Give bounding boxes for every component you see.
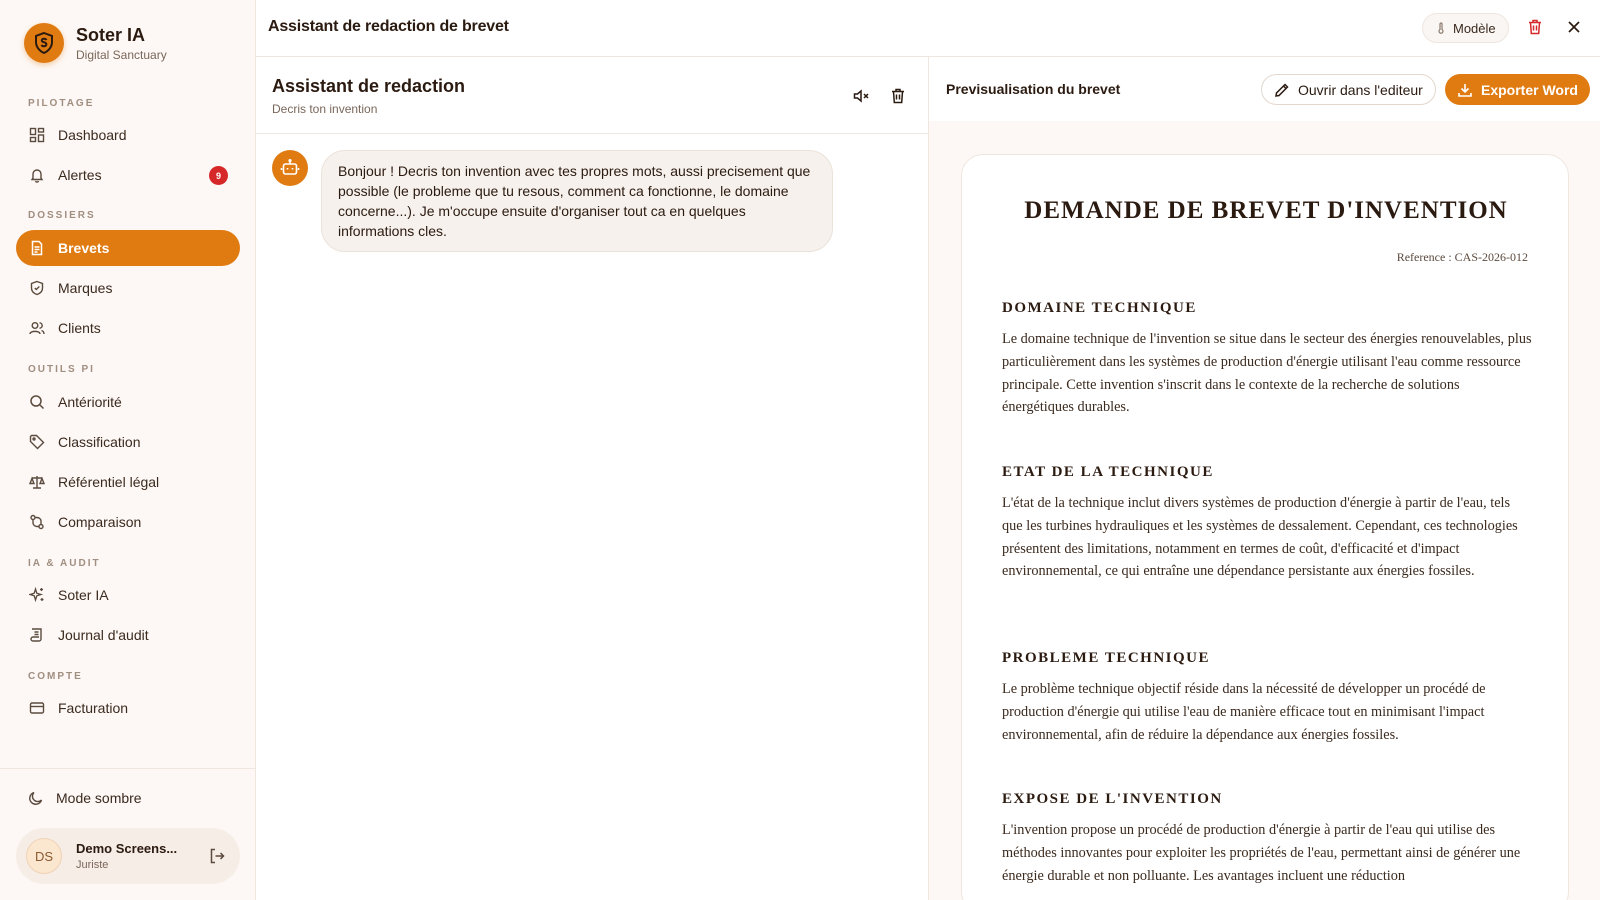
- patent-document: [961, 154, 1569, 900]
- credit-card-icon: [28, 699, 46, 717]
- sidebar-item-label: Dashboard: [58, 127, 127, 143]
- chat-header: [256, 57, 929, 134]
- moon-icon: [28, 790, 44, 806]
- section-body: L'état de la technique inclut divers systèmes de production d'énergie à partir de l'eau, tels que les turbines hydrauliques et les systèmes de dessalement. Cependant, ces technologies présentent des limitations, notamment en termes de coût, d'efficacité et d'impact environnemental, ce qui entraîne une dépendance persistante aux énergies fossiles.: [1002, 495, 1518, 580]
- sidebar-item-label: Alertes: [58, 167, 102, 183]
- dark-mode-label: Mode sombre: [56, 790, 142, 806]
- section-heading: PROBLEME TECHNIQUE: [1002, 650, 1211, 666]
- section-body: Le domaine technique de l'invention se situe dans le secteur des énergies renouvelables, plus particulièrement dans les systèmes de production d'énergie utilisant l'eau comme ressource principale. Cette invention s'inscrit dans le contexte de la recherche de solutions énergétiques durables.: [1002, 331, 1532, 416]
- sidebar-item-anteriorite[interactable]: [16, 384, 240, 420]
- doc-section-probleme: [1002, 650, 1532, 746]
- sidebar-item-label: Classification: [58, 434, 141, 450]
- page-title: Assistant de redaction de brevet: [268, 18, 509, 35]
- section-heading: DOMAINE TECHNIQUE: [1002, 300, 1197, 316]
- sidebar-item-comparaison[interactable]: [16, 504, 240, 540]
- sidebar-item-brevets[interactable]: [16, 230, 240, 266]
- section-label-pilotage: PILOTAGE: [28, 98, 95, 109]
- sidebar-item-label: Brevets: [58, 240, 110, 256]
- shield-logo-icon: [24, 23, 64, 63]
- document-icon: [28, 239, 46, 257]
- volume-mute-icon[interactable]: [852, 87, 870, 105]
- sparkles-icon: [28, 586, 46, 604]
- close-icon[interactable]: [1565, 18, 1583, 36]
- sidebar: [0, 0, 256, 900]
- top-bar: [256, 0, 1600, 57]
- sidebar-item-label: Antériorité: [58, 394, 122, 410]
- open-editor-button[interactable]: [1261, 74, 1436, 105]
- sidebar-item-classification[interactable]: [16, 424, 240, 460]
- section-label-dossiers: DOSSIERS: [28, 210, 96, 221]
- dark-mode-toggle[interactable]: [28, 790, 142, 806]
- section-heading: ETAT DE LA TECHNIQUE: [1002, 464, 1214, 480]
- export-word-label: Exporter Word: [1481, 81, 1578, 98]
- alert-count-badge: 9: [209, 166, 228, 185]
- user-name: Demo Screens...: [76, 841, 178, 856]
- git-compare-icon: [28, 513, 46, 531]
- brand-subtitle: Digital Sanctuary: [76, 47, 167, 62]
- avatar: DS: [26, 838, 62, 874]
- document-reference: Reference : CAS-2026-012: [1396, 250, 1528, 264]
- chat-subtitle: Decris ton invention: [272, 102, 378, 116]
- sidebar-item-journal[interactable]: [16, 617, 240, 653]
- logout-icon[interactable]: [208, 847, 226, 865]
- preview-title: Previsualisation du brevet: [946, 81, 1121, 97]
- sidebar-item-soter-ia[interactable]: [16, 577, 240, 613]
- model-button[interactable]: [1422, 13, 1509, 43]
- users-icon: [28, 319, 46, 337]
- open-editor-label: Ouvrir dans l'editeur: [1298, 81, 1423, 98]
- tag-icon: [28, 433, 46, 451]
- sidebar-item-label: Soter IA: [58, 587, 109, 603]
- sidebar-item-label: Référentiel légal: [58, 474, 160, 490]
- pencil-icon: [1274, 82, 1290, 98]
- section-heading: EXPOSE DE L'INVENTION: [1002, 791, 1223, 807]
- trash-icon[interactable]: [889, 87, 907, 105]
- brand[interactable]: [24, 23, 167, 63]
- preview-header: [929, 57, 1600, 121]
- sidebar-item-label: Marques: [58, 280, 113, 296]
- doc-section-domaine: [1002, 300, 1532, 419]
- doc-section-etat: [1002, 464, 1532, 583]
- user-card[interactable]: [16, 828, 240, 884]
- section-label-ia: IA & AUDIT: [28, 558, 101, 569]
- sidebar-item-label: Clients: [58, 320, 101, 336]
- download-icon: [1457, 82, 1473, 98]
- sidebar-item-alertes[interactable]: [16, 157, 240, 193]
- sidebar-item-referentiel[interactable]: [16, 464, 240, 500]
- doc-section-expose: [1002, 791, 1532, 887]
- bot-icon: [272, 150, 308, 186]
- preview-panel: [929, 57, 1600, 900]
- section-label-outils: OUTILS PI: [28, 364, 95, 375]
- sidebar-divider: [0, 768, 256, 769]
- section-body: Le problème technique objectif réside dans la nécessité de développer un procédé de production d'énergie qui utilise l'eau de manière efficace tout en minimisant l'impact environnemental, afin de réduire la dépendance aux énergies fossiles.: [1002, 681, 1486, 743]
- shield-icon: [28, 279, 46, 297]
- bell-icon: [28, 166, 46, 184]
- sidebar-item-label: Comparaison: [58, 514, 142, 530]
- sidebar-item-marques[interactable]: [16, 270, 240, 306]
- sidebar-item-dashboard[interactable]: [16, 117, 240, 153]
- model-label: Modèle: [1453, 20, 1496, 36]
- document-title: DEMANDE DE BREVET D'INVENTION: [1024, 197, 1508, 224]
- sidebar-item-facturation[interactable]: [16, 690, 240, 726]
- sidebar-item-label: Journal d'audit: [58, 627, 149, 643]
- sidebar-item-label: Facturation: [58, 700, 129, 716]
- user-role: Juriste: [76, 859, 109, 871]
- thermometer-icon: [1435, 22, 1447, 34]
- section-body: L'invention propose un procédé de production d'énergie à partir de l'eau qui utilise des méthodes innovantes pour exploiter les propriétés de l'eau, permettant ainsi de générer une énergie durable et non polluante. Les avantages incluent une réduction: [1002, 822, 1521, 884]
- assistant-message: Bonjour ! Decris ton invention avec tes propres mots, aussi precisement que possible (le probleme que tu resous, comment ca fonctionne, le domaine concerne...). Je m'occupe ensuite d'organiser tout ca en quelques informations cles.: [321, 150, 833, 252]
- chat-panel: [256, 57, 929, 900]
- sidebar-item-clients[interactable]: [16, 310, 240, 346]
- search-icon: [28, 393, 46, 411]
- export-word-button[interactable]: [1445, 74, 1590, 105]
- grid-icon: [28, 126, 46, 144]
- delete-icon[interactable]: [1526, 18, 1544, 36]
- scroll-icon: [28, 626, 46, 644]
- brand-name: Soter IA: [76, 24, 146, 45]
- section-label-compte: COMPTE: [28, 671, 83, 682]
- chat-title: Assistant de redaction: [272, 76, 466, 96]
- scale-icon: [28, 473, 46, 491]
